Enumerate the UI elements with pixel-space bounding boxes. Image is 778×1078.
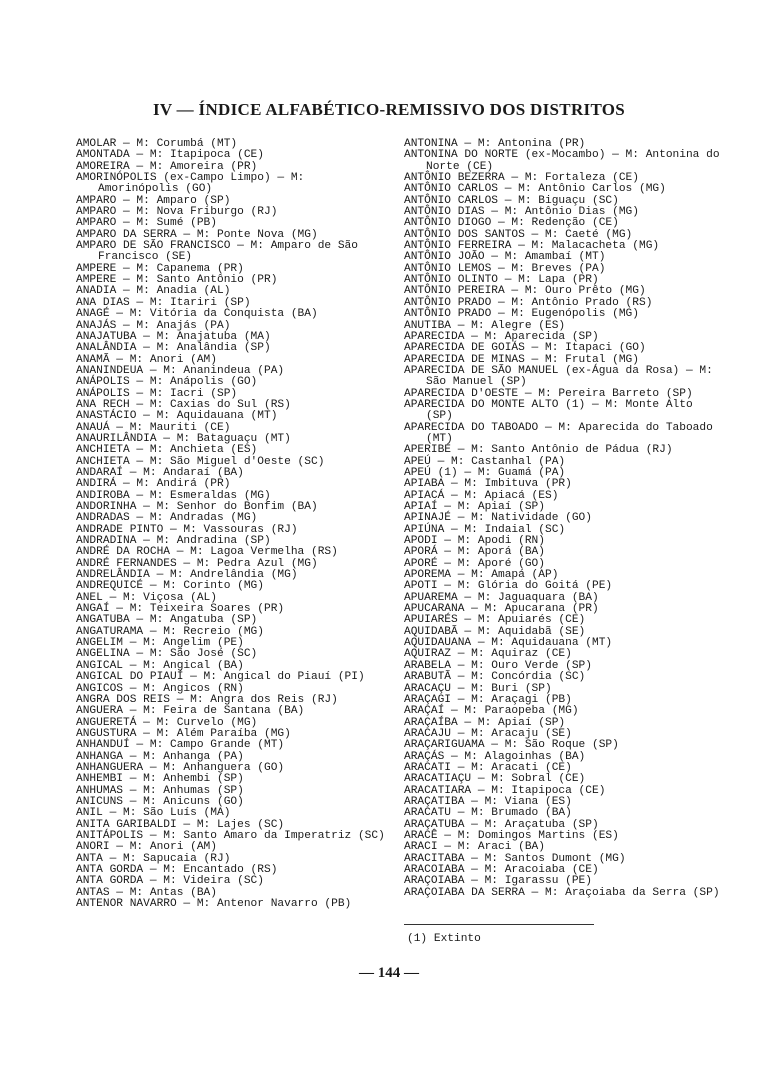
index-entry: ANIL — M: São Luís (MA) (76, 807, 231, 820)
index-entry: ANDRELÂNDIA — M: Andrelândia (MG) (76, 569, 298, 582)
index-entry: ANEL — M: Viçosa (AL) (76, 591, 217, 604)
index-entry: ARACATU — M: Brumado (BA) (404, 807, 572, 820)
index-entry: ANAGÉ — M: Vitória da Conquista (BA) (76, 308, 318, 321)
index-entry: ANGATUBA — M: Angatuba (SP) (76, 614, 258, 627)
index-entry: ARACATI — M: Aracati (CE) (404, 761, 572, 774)
index-entry: ANÁPOLIS — M: Anápolis (GO) (76, 376, 258, 389)
index-entry: ARABELA — M: Ouro Verde (SP) (404, 659, 592, 672)
index-entry: ANGELINA — M: São José (SC) (76, 648, 258, 661)
index-entry: ANTENOR NAVARRO — M: Antenor Navarro (PB) (76, 898, 352, 911)
index-entry: ANGUSTURA — M: Além Paraíba (MG) (76, 727, 291, 740)
index-entry: ARAÇOIABA DA SERRA — M: Araçoiaba da Serra (SP) (404, 886, 720, 899)
index-entry: ANDIROBA — M: Esmeraldas (MG) (76, 489, 271, 502)
index-entry: ANALÂNDIA — M: Analândia (SP) (76, 342, 271, 355)
index-entry: APINAJÉ — M: Natividade (GO) (404, 512, 592, 525)
page-number: — 144 — (359, 965, 419, 981)
index-entry: ANDRADE PINTO — M: Vassouras (RJ) (76, 523, 298, 536)
index-entry: AMPARO DA SERRA — M: Ponte Nova (MG) (76, 228, 318, 241)
index-entry: ANDRADAS — M: Andradas (MG) (76, 512, 258, 525)
index-entry: ANGUERA — M: Feira de Santana (BA) (76, 705, 305, 718)
index-entry: APARECIDA DO TABOADO — M: Aparecida do Taboado (MT) (404, 421, 713, 445)
index-entry: ANDRADINA — M: Andradina (SP) (76, 535, 271, 548)
index-entry: APARECIDA D'OESTE — M: Pereira Barreto (SP) (404, 387, 693, 400)
index-entry: ANHANGUERA — M: Anhanguera (GO) (76, 761, 285, 774)
index-entry: ANITÁPOLIS — M: Santo Amaro da Imperatriz (SC) (76, 829, 385, 842)
index-entry: APUCARANA — M: Apucarana (PR) (404, 603, 599, 616)
index-entry: ANTA GORDA — M: Encantado (RS) (76, 864, 278, 876)
index-entry: ANA RECH — M: Caxias do Sul (RS) (76, 398, 291, 411)
index-entry: APIÚNA — M: Indaial (SC) (404, 523, 566, 536)
index-entry: ARABUTÃ — M: Concórdia (SC) (404, 671, 586, 684)
footnote: (1) Extinto (407, 933, 481, 945)
index-entry: ANICUNS — M: Anicuns (GO) (76, 795, 244, 808)
index-entry: ANADIA — M: Anadia (AL) (76, 285, 231, 298)
index-entry: AMOLAR — M: Corumbá (MT) (76, 138, 238, 150)
index-entry: ANGELIM — M: Angelim (PE) (76, 637, 244, 650)
index-entry: ANTÔNIO OLINTO — M: Lapa (PR) (404, 274, 599, 287)
index-entry: ARACOIABA — M: Aracoiaba (CE) (404, 864, 599, 876)
index-entry: ANA DIAS — M: Itariri (SP) (76, 296, 251, 309)
index-entry: ANTA — M: Sapucaia (RJ) (76, 852, 231, 865)
index-entry: ANGRA DOS REIS — M: Angra dos Reis (RJ) (76, 693, 338, 706)
index-entry: APARECIDA DE GOIÁS — M: Itapaci (GO) (404, 342, 646, 355)
index-entry: ANDIRÁ — M: Andirá (PR) (76, 478, 231, 491)
index-entry: ANTÔNIO LEMOS — M: Breves (PA) (404, 262, 606, 275)
index-entry: ANTA GORDA — M: Videira (SC) (76, 875, 264, 888)
index-entry: ANTÔNIO CARLOS — M: Biguaçu (SC) (404, 194, 619, 207)
index-entry: ANTÔNIO DOS SANTOS — M: Caeté (MG) (404, 228, 633, 241)
index-entry: AMOREIRA — M: Amoreira (PR) (76, 160, 258, 173)
index-entry: ANORI — M: Anori (AM) (76, 841, 217, 854)
index-entry: APORÁ — M: Aporá (BA) (404, 546, 545, 559)
index-entry: ARACI — M: Araci (BA) (404, 841, 545, 854)
index-entry: ANTÔNIO PEREIRA — M: Ouro Prêto (MG) (404, 285, 646, 298)
index-entry: ANDORINHA — M: Senhor do Bonfim (BA) (76, 501, 318, 513)
index-entry: ARAÇÁS — M: Alagoinhas (BA) (404, 750, 586, 763)
index-entry: ANTÔNIO BEZERRA — M: Fortaleza (CE) (404, 172, 639, 185)
index-entry: ANAJATUBA — M: Anajatuba (MA) (76, 330, 271, 343)
index-entry: ARAÇAÍBA — M: Apiaí (SP) (404, 716, 566, 729)
index-entry: ANAMÃ — M: Anori (AM) (76, 353, 217, 366)
index-entry: AMPARO — M: Sumé (PB) (76, 217, 217, 230)
index-entry: ANDARAÍ — M: Andaraí (BA) (76, 466, 244, 479)
index-entry: ANAURILÂNDIA — M: Bataguaçu (MT) (76, 432, 291, 445)
index-entry: ANAJÁS — M: Anajás (PA) (76, 319, 231, 332)
right-index-column (404, 139, 722, 899)
index-entry: ANDRÉ FERNANDES — M: Pedra Azul (MG) (76, 557, 318, 570)
index-entry: ANGATURAMA — M: Recreio (MG) (76, 625, 264, 638)
index-entry: ARAÇARIGUAMA — M: São Roque (SP) (404, 739, 619, 752)
index-entry: ANTÔNIO FERREIRA — M: Malacacheta (MG) (404, 240, 660, 253)
index-entry: AMPERE — M: Santo Antônio (PR) (76, 274, 278, 287)
index-entry: ARAÇATUBA — M: Araçatuba (SP) (404, 818, 599, 831)
index-entry: ANGICAL DO PIAUÍ — M: Angical do Piauí (PI) (76, 671, 365, 684)
left-index-column (76, 139, 388, 910)
index-entry: APOTI — M: Glória do Goitá (PE) (404, 580, 613, 593)
index-entry: AMPERE — M: Capanema (PR) (76, 262, 244, 275)
index-entry: ANTÔNIO PRADO — M: Antônio Prado (RS) (404, 296, 653, 309)
index-entry: ARACÊ — M: Domingos Martins (ES) (404, 829, 619, 842)
index-entry: ANÁPOLIS — M: Iacri (SP) (76, 387, 238, 400)
index-entry: APARECIDA DO MONTE ALTO (1) — M: Monte Alto (SP) (404, 398, 693, 423)
index-entry: ANAUÁ — M: Mauriti (CE) (76, 421, 231, 434)
index-entry: APIACÁ — M: Apiacá (ES) (404, 489, 559, 502)
index-entry: AMPARO — M: Nova Friburgo (RJ) (76, 206, 278, 219)
index-entry: APOREMA — M: Amapá (AP) (404, 569, 559, 582)
index-entry: ARAÇAÍ — M: Paraopeba (MG) (404, 705, 579, 718)
index-entry: ANCHIETA — M: São Miguel d'Oeste (SC) (76, 455, 325, 468)
index-entry: ANHUMAS — M: Anhumas (SP) (76, 784, 244, 797)
index-entry: APORÉ — M: Aporé (GO) (404, 557, 545, 570)
index-entry: APODI — M: Apodi (RN) (404, 535, 545, 548)
index-entry: ANGICOS — M: Angicos (RN) (76, 682, 244, 695)
index-entry: ARACAÇU — M: Buri (SP) (404, 682, 552, 695)
index-entry: AQUIDAUANA — M: Aquidauana (MT) (404, 637, 613, 650)
index-entry: ANHANGA — M: Anhanga (PA) (76, 750, 244, 763)
index-entry: ARACATIAÇU — M: Sobral (CE) (404, 773, 586, 786)
index-entry: AMPARO DE SÃO FRANCISCO — M: Amparo de São Francisco (SE) (76, 240, 358, 264)
index-entry: ARACAJU — M: Aracaju (SE) (404, 727, 572, 740)
index-entry: ANHEMBI — M: Anhembi (SP) (76, 773, 244, 786)
index-entry: ANTÔNIO JOÃO — M: Amambaí (MT) (404, 251, 606, 264)
index-entry: ARACITABA — M: Santos Dumont (MG) (404, 852, 626, 865)
index-entry: APIABA — M: Imbituva (PR) (404, 478, 572, 491)
index-entry: ANTÔNIO PRADO — M: Eugenópolis (MG) (404, 308, 639, 321)
index-entry: ANASTÁCIO — M: Aquidauana (MT) (76, 410, 278, 423)
index-entry: ARAÇOIABA — M: Igarassu (PE) (404, 875, 592, 888)
index-entry: ANGAÍ — M: Teixeira Soares (PR) (76, 603, 285, 616)
index-entry: ANDREQUICÉ — M: Corinto (MG) (76, 580, 264, 593)
index-entry: APERIBÉ — M: Santo Antônio de Pádua (RJ) (404, 444, 673, 457)
index-entry: AMPARO — M: Amparo (SP) (76, 194, 231, 207)
index-entry: ANUTIBA — M: Alegre (ES) (404, 319, 566, 332)
index-entry: ANTÔNIO DIAS — M: Antônio Dias (MG) (404, 206, 639, 219)
index-entry: ANTÔNIO DIOGO — M: Redenção (CE) (404, 217, 619, 230)
index-entry: ANTONINA DO NORTE (ex-Mocambo) — M: Antonina do Norte (CE) (404, 149, 720, 173)
page-title: IV — ÍNDICE ALFABÉTICO-REMISSIVO DOS DISTRITOS (152, 100, 626, 119)
index-entry: ANANINDEUA — M: Ananindeua (PA) (76, 364, 285, 377)
index-entry: AMORINÓPOLIS (ex-Campo Limpo) — M: Amorinópolis (GO) (76, 172, 305, 196)
footnote-divider (404, 924, 594, 925)
index-entry: ARAÇATIBA — M: Viana (ES) (404, 795, 572, 808)
index-entry: APUIARÉS — M: Apuiarés (CE) (404, 614, 586, 627)
index-entry: AQUIDABÃ — M: Aquidabã (SE) (404, 625, 586, 638)
index-entry: APARECIDA — M: Aparecida (SP) (404, 330, 599, 343)
index-entry: APIAÍ — M: Apiaí (SP) (404, 501, 545, 513)
index-entry: AMONTADA — M: Itapipoca (CE) (76, 149, 264, 162)
index-entry: ANGUERETÁ — M: Curvelo (MG) (76, 716, 258, 729)
index-entry: ANTÔNIO CARLOS — M: Antônio Carlos (MG) (404, 183, 666, 196)
index-entry: APARECIDA DE MINAS — M: Frutal (MG) (404, 353, 639, 366)
index-entry: ANGICAL — M: Angical (BA) (76, 659, 244, 672)
index-entry: APUAREMA — M: Jaguaquara (BA) (404, 591, 599, 604)
index-entry: ANHANDUÍ — M: Campo Grande (MT) (76, 739, 285, 752)
index-entry: ANTAS — M: Antas (BA) (76, 886, 217, 899)
index-entry: ANTONINA — M: Antonina (PR) (404, 138, 586, 150)
index-entry: APEÚ (1) — M: Guamá (PA) (404, 466, 566, 479)
index-entry: ARAÇAGI — M: Araçagi (PB) (404, 693, 572, 706)
index-entry: ANCHIETA — M: Anchieta (ES) (76, 444, 258, 457)
index-entry: ARACATIARA — M: Itapipoca (CE) (404, 784, 606, 797)
index-entry: APEÚ — M: Castanhal (PA) (404, 455, 566, 468)
index-entry: ANDRÉ DA ROCHA — M: Lagoa Vermelha (RS) (76, 546, 338, 559)
index-entry: ANITA GARIBALDI — M: Lajes (SC) (76, 818, 285, 831)
index-entry: AQUIRAZ — M: Aquiraz (CE) (404, 648, 572, 661)
index-entry: APARECIDA DE SÃO MANUEL (ex-Água da Rosa) — M: São Manuel (SP) (404, 364, 713, 389)
